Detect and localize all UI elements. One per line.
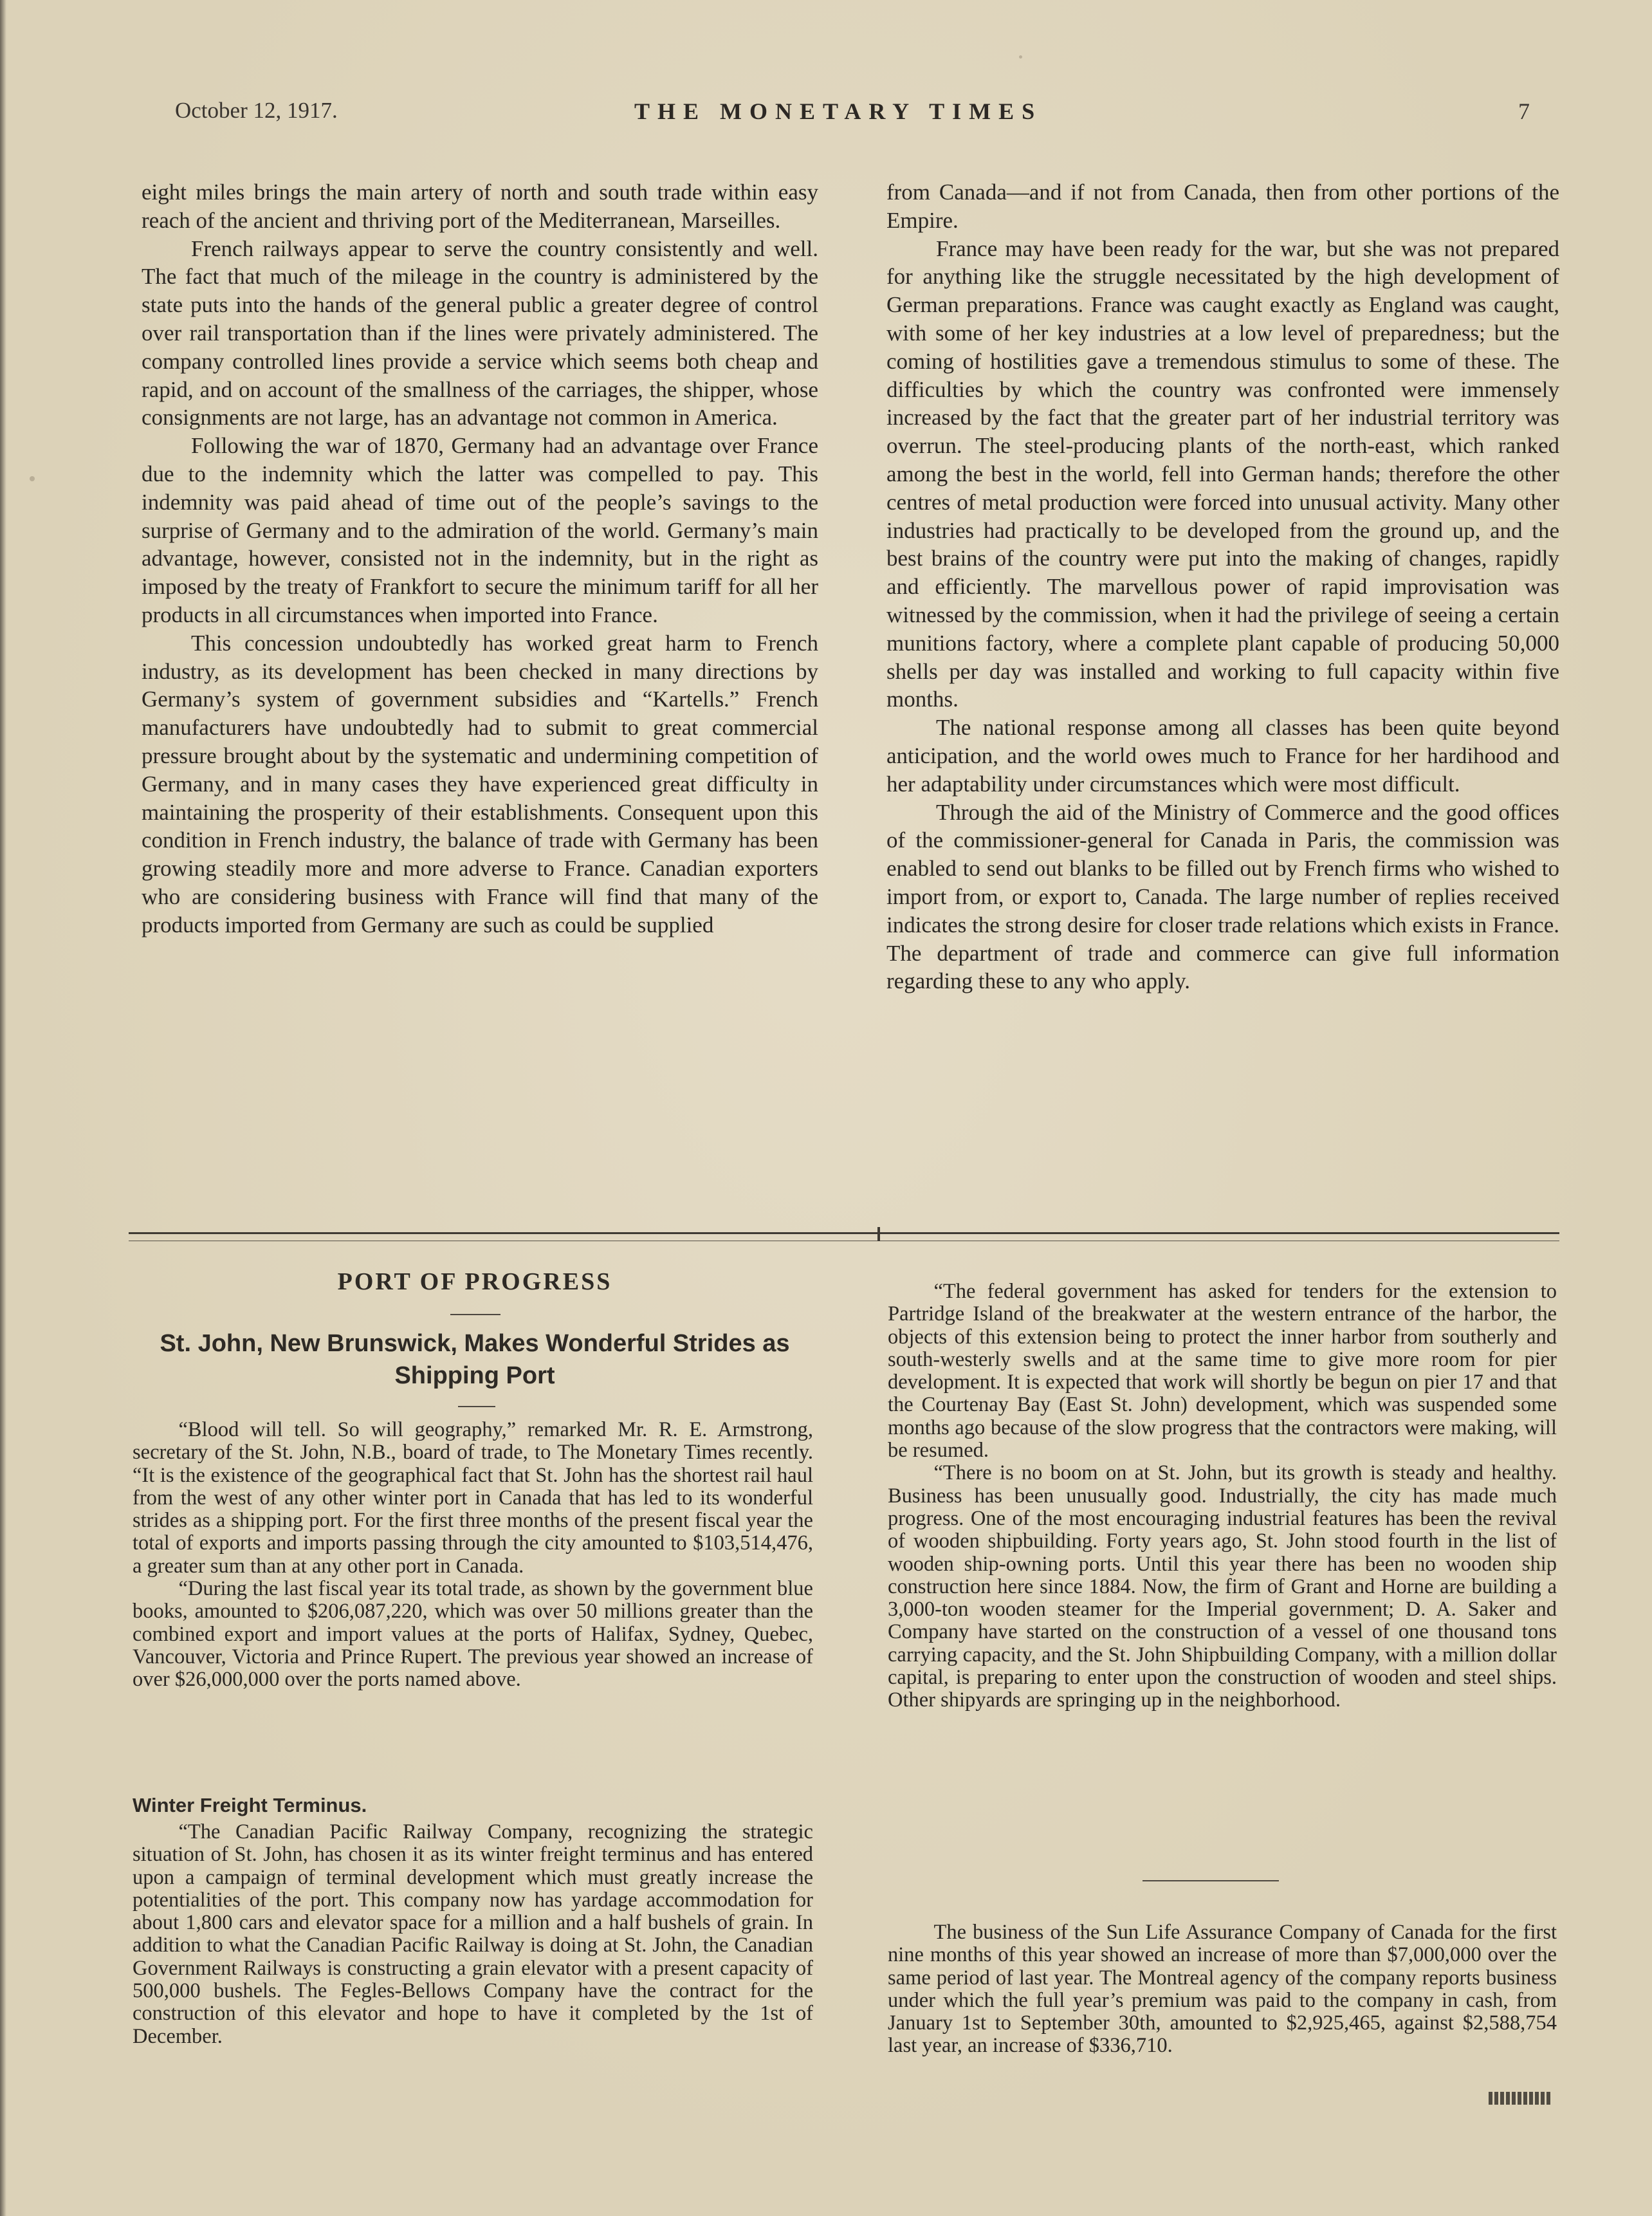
top-left-column [142,178,818,939]
divider-mark [877,1227,880,1241]
paragraph: “There is no boom on at St. John, but its growth is steady and healthy. Business has been unusually good. Industrially, the city has made much progress. One of the most encouraging industrial features has been the revival of wooden shipbuilding. Forty years ago, St. John stood fourth in the list of wooden ship-owning ports. Until this year there has been no wooden ship construction here since 1884. Now, the firm of Grant and Horne are building a 3,000-ton wooden steamer for the Imperial government; D. A. Saker and Company have started on the construction of a vessel of one thousand tons carrying capacity, and the St. John Shipbuilding Company, with a million dollar capital, is preparing to enter upon the construction of wooden and steel ships. Other shipyards are springing up in the neighborhood. [888,1461,1557,1712]
end-ornament [1489,2092,1552,2105]
sun-life-note [888,1921,1557,2058]
paragraph: French railways appear to serve the country consistently and well. The fact that much of the mileage in the country is administered by the state puts into the hands of the general public a greater degree of control over rail transportation than if the lines were privately administered. The company controlled lines provide a service which seems both cheap and rapid, and on account of the smallness of the carriages, the shipper, whose consignments are not large, has an advantage not common in America. [142,235,818,430]
paragraph: Through the aid of the Ministry of Commerce and the good offices of the commissioner-general for Canada in Paris, the commission was enabled to send out blanks to be filled out by French firms who wished to import from, or export to, Canada. The large number of replies received indicates the strong desire for closer trade relations which exists in France. The department of trade and commerce can give full information regarding these to any who apply. [886,799,1559,994]
article-subhead: Winter Freight Terminus. [133,1794,367,1816]
header-date: October 12, 1917. [175,98,338,123]
note-separator-rule [1143,1880,1279,1881]
paragraph: Following the war of 1870, Germany had an advantage over France due to the indemnity which the latter was compelled to pay. This indemnity was paid ahead of time out of the people’s savings to the surprise of Germany and to the admiration of the world. Germany’s main advantage, however, consisted not in the indemnity, but in the right as imposed by the treaty of Frankfort to secure the minimum tariff for all her products in all circumstances when imported into France. [142,433,818,627]
article-subtitle: St. John, New Brunswick, Makes Wonderful Strides as Shipping Port [160,1330,790,1389]
section-divider [129,1232,1559,1241]
article-right-column [888,1280,1557,1712]
article-left-column-bottom [133,1821,813,2048]
paragraph: “During the last fiscal year its total trade, as shown by the government blue books, amounted to $206,087,220, which was over 50 millions greater than the combined export and import values at the ports of Halifax, Sydney, Quebec, Vancouver, Victoria and Prince Rupert. The previous year showed an increase of over $26,000,000 over the ports named above. [133,1577,813,1692]
paragraph: “Blood will tell. So will geography,” remarked Mr. R. E. Armstrong, secretary of the St. John, N.B., board of trade, to The Monetary Times recently. “It is the existence of the geographical fact that St. John has the shortest rail haul from the west of any other winter port in Canada that has led to its wonderful strides as a shipping port. For the first three months of the present fiscal year the total of exports and imports passing through the city amounted to $103,514,476, a greater sum than at any other port in Canada. [133,1418,813,1578]
subtitle-rule [458,1406,495,1407]
paragraph: “The Canadian Pacific Railway Company, recognizing the strategic situation of St. John, has chosen it as its winter freight terminus and has entered upon a campaign of terminal development which must greatly increase the potentialities of the port. This company now has yardage accommodation for about 1,800 cars and elevator space for a million and a half bushels of grain. In addition to what the Canadian Pacific Railway is doing at St. John, the Canadian Government Railways is constructing a grain elevator with a present capacity of 500,000 bushels. The Fegles-Bellows Company have the contract for the construction of this elevator and hope to have it completed by the 1st of December. [133,1820,813,2048]
top-right-column [886,178,1559,995]
paragraph: The business of the Sun Life Assurance Company of Canada for the first nine months of this year showed an increase of more than $7,000,000 over the same period of last year. The Montreal agency of the company reports business under which the full year’s premium was paid to the company in cash, from January 1st to September 30th, amounted to $2,925,465, against $2,588,754 last year, an increase of $336,710. [888,1921,1557,2058]
page-edge-shadow [0,0,6,2216]
paragraph: This concession undoubtedly has worked great harm to French industry, as its development has been checked in many directions by Germany’s system of government subsidies and “Kartells.” French manufacturers have undoubtedly had to submit to great commercial pressure brought about by the systematic and undermining competition of Germany, and in many cases they have experienced great difficulty in maintaining the prosperity of their establishments. Consequent upon this condition in French industry, the balance of trade with Germany has been growing steadily more and more adverse to France. Canadian exporters who are considering business with France will find that many of the products imported from Germany are such as could be supplied [142,630,818,937]
header-masthead: THE MONETARY TIMES [634,98,1043,124]
article-title: PORT OF PROGRESS [337,1268,612,1295]
title-rule [450,1314,500,1315]
paragraph: The national response among all classes has been quite beyond anticipation, and the world owes much to France for her hardihood and her adaptability under circumstances which were most difficult. [886,715,1559,797]
paper-spot [30,476,35,481]
paragraph: “The federal government has asked for tenders for the extension to Partridge Island of the breakwater at the western entrance of the harbor, the objects of this extension being to protect the inner harbor from southerly and south-westerly swells and at the same time to give more room for pier development. It is expected that work will shortly be begun on pier 17 and that the Courtenay Bay (East St. John) development, which was suspended some months ago because of the slow progress that the contractors were making, will be resumed. [888,1280,1557,1463]
paper-spot [777,1473,781,1477]
paragraph: from Canada—and if not from Canada, then from other portions of the Empire. [886,180,1559,233]
paragraph: France may have been ready for the war, but she was not prepared for anything like the struggle necessitated by the high development of German preparations. France was caught exactly as England was caught, with some of her key industries at a low level of preparedness; but the coming of hostilities gave a tremendous stimulus to some of these. The difficulties by which the country was confronted were immensely increased by the fact that the greater part of her industrial territory was overrun. The steel-producing plants of the north-east, which ranked among the best in the world, fell into German hands; therefore the other centres of metal production were forced into unusual activity. Many other industries had practically to be developed from the ground up, and the best brains of the country were put into the making of changes, rapidly and efficiently. The marvellous power of rapid improvisation was witnessed by the commission, when it had the privilege of seeing a certain munitions factory, where a complete plant capable of producing 50,000 shells per day was installed and working to full capacity within five months. [886,235,1559,712]
paragraph: eight miles brings the main artery of north and south trade within easy reach of the ancient and thriving port of the Mediterranean, Marseilles. [142,180,818,233]
header-page-number: 7 [1518,98,1530,124]
article-left-column-top [133,1419,813,1692]
paper-spot [1019,55,1022,59]
